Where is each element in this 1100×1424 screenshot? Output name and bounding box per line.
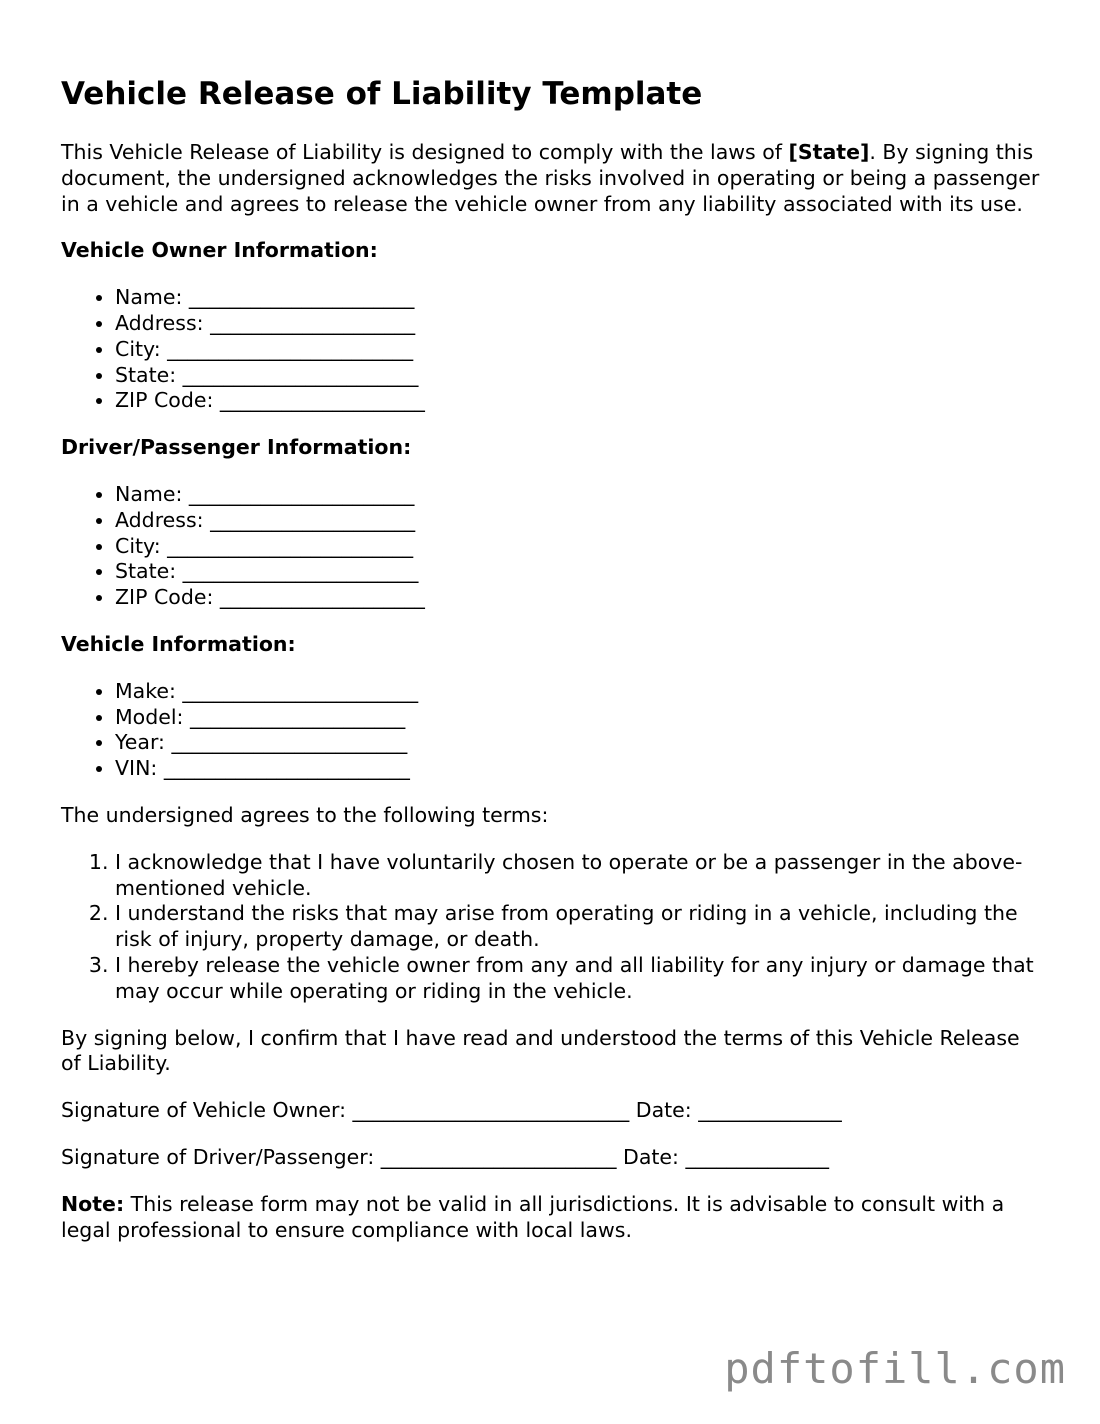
vehicle-vin-field[interactable]: • VIN: ________________________	[115, 756, 1041, 782]
terms-intro: The undersigned agrees to the following terms:	[61, 802, 549, 827]
vehicle-year-field[interactable]: • Year: _______________________	[115, 730, 1041, 756]
vehicle-model-field[interactable]: • Model: _____________________	[115, 705, 1041, 731]
driver-zip-field[interactable]: • ZIP Code: ____________________	[115, 585, 1041, 611]
owner-state-field[interactable]: • State: _______________________	[115, 363, 1041, 389]
state-placeholder: [State]	[788, 140, 870, 164]
document-title: Vehicle Release of Liability Template	[61, 76, 703, 112]
intro-after: . By signing this document, the undersigned acknowledges the risks involved in operating or being a passenger in a vehicle and agrees to release the vehicle owner from any liability associated with its use.	[61, 140, 1040, 216]
vehicle-heading: Vehicle Information:	[61, 631, 296, 656]
driver-city-field[interactable]: • City: ________________________	[115, 534, 1041, 560]
driver-address-field[interactable]: • Address: ____________________	[115, 508, 1041, 534]
note-label: Note:	[61, 1191, 125, 1216]
term-item: 2. I understand the risks that may arise from operating or riding in a vehicle, including the risk of injury, property damage, or death.	[115, 901, 1041, 953]
owner-signature-line[interactable]: Signature of Vehicle Owner: ___________________________ Date: ______________	[61, 1098, 842, 1123]
driver-state-field[interactable]: • State: _______________________	[115, 559, 1041, 585]
owner-heading: Vehicle Owner Information:	[61, 238, 378, 263]
driver-name-field[interactable]: • Name: ______________________	[115, 482, 1041, 508]
vehicle-make-field[interactable]: • Make: _______________________	[115, 679, 1041, 705]
driver-fields	[61, 482, 1041, 611]
intro-paragraph	[61, 140, 1041, 217]
note-paragraph	[61, 1192, 1041, 1244]
owner-fields	[61, 285, 1041, 414]
driver-signature-line[interactable]: Signature of Driver/Passenger: _______________________ Date: ______________	[61, 1144, 829, 1169]
driver-heading: Driver/Passenger Information:	[61, 435, 412, 460]
confirmation-paragraph: By signing below, I confirm that I have read and understood the terms of this Vehicle Release of Liability.	[61, 1025, 1020, 1076]
owner-zip-field[interactable]: • ZIP Code: ____________________	[115, 388, 1041, 414]
owner-name-field[interactable]: • Name: ______________________	[115, 285, 1041, 311]
intro-before: This Vehicle Release of Liability is designed to comply with the laws of	[61, 140, 789, 164]
terms-list	[61, 850, 1041, 1005]
term-item: 1. I acknowledge that I have voluntarily chosen to operate or be a passenger in the above-mentioned vehicle.	[115, 850, 1041, 902]
watermark: pdftofill.com	[724, 1344, 1066, 1393]
term-item: 3. I hereby release the vehicle owner from any and all liability for any injury or damage that may occur while operating or riding in the vehicle.	[115, 953, 1041, 1005]
document-page	[61, 74, 1041, 1264]
note-text: This release form may not be valid in all jurisdictions. It is advisable to consult with a legal professional to ensure compliance with local laws.	[61, 1191, 1005, 1242]
owner-address-field[interactable]: • Address: ____________________	[115, 311, 1041, 337]
owner-city-field[interactable]: • City: ________________________	[115, 337, 1041, 363]
vehicle-fields	[61, 679, 1041, 782]
